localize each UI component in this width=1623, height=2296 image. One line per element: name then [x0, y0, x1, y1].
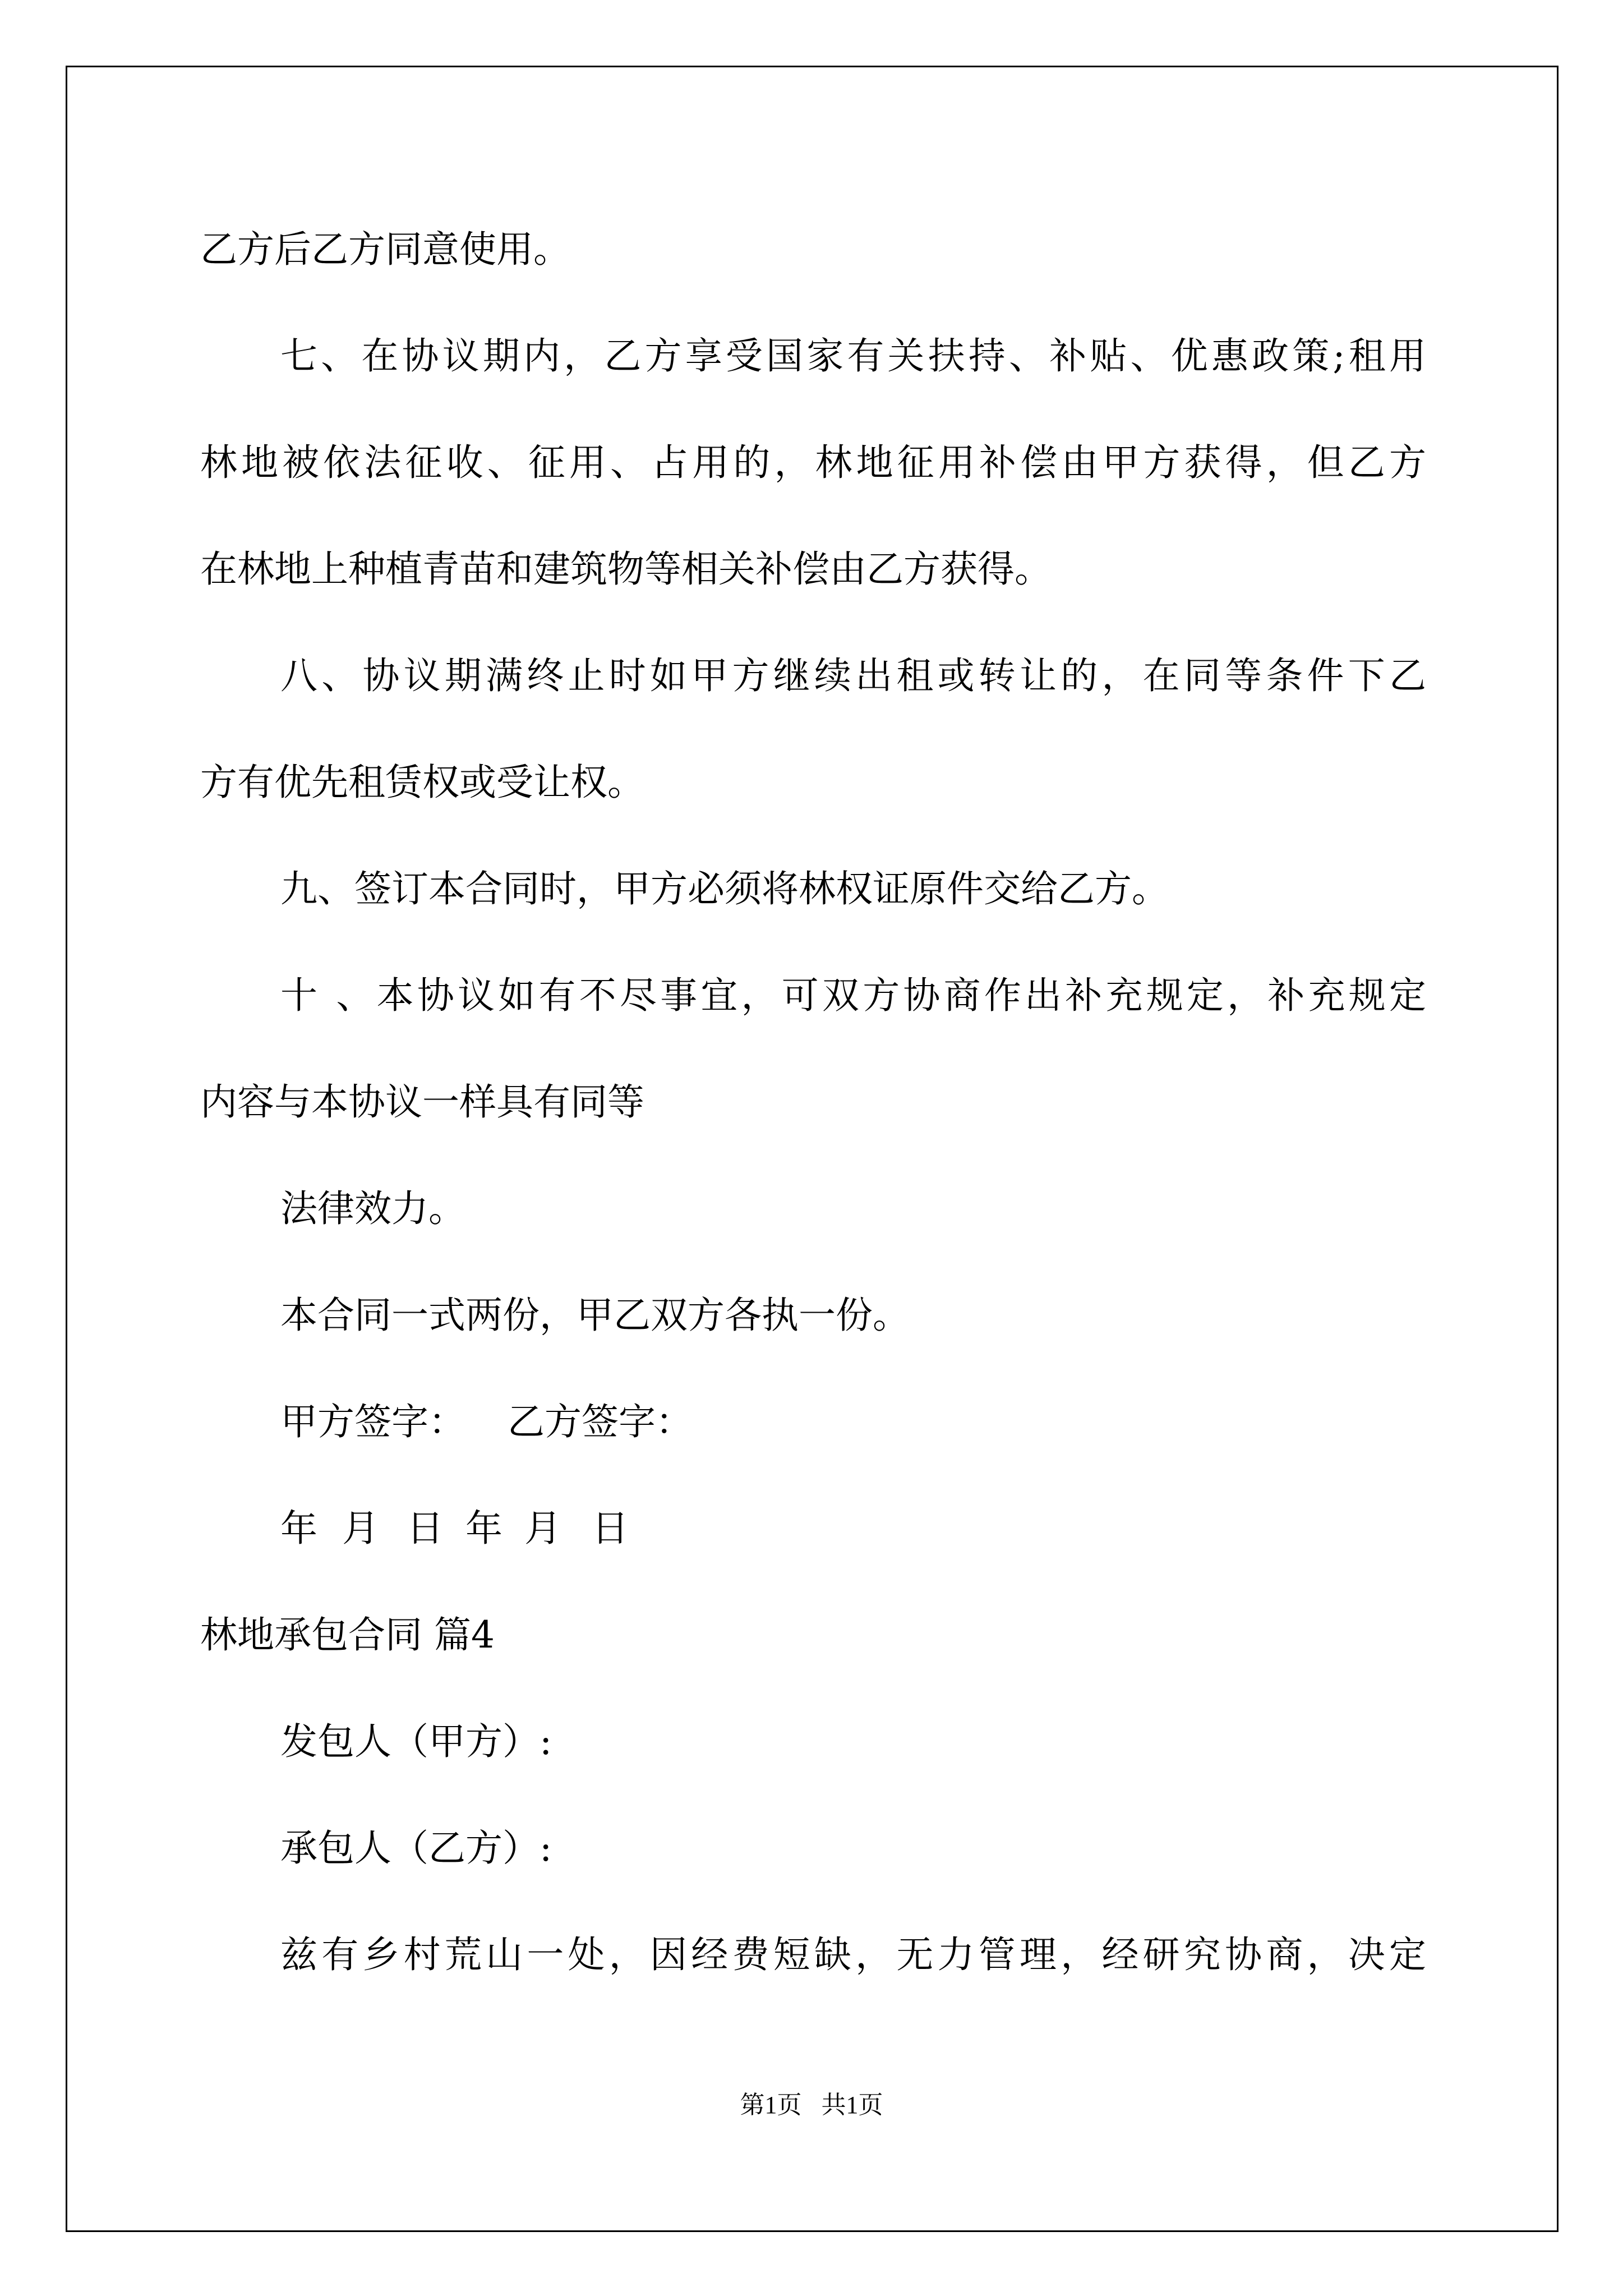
clause-ten-line: 内容与本协议一样具有同等	[200, 1080, 644, 1124]
contractor-holder-line: 承包人（乙方）:	[280, 1826, 552, 1870]
date-day-a: 日	[407, 1507, 444, 1550]
date-month-a: 月	[342, 1507, 379, 1550]
clause-nine-line: 九、签订本合同时，甲方必须将林权证原件交给乙方。	[280, 867, 1169, 910]
page-total: 共1页	[821, 2091, 883, 2119]
clause-eight-line: 八、协议期满终止时如甲方继续出租或转让的，在同等条件下乙	[280, 654, 1426, 697]
section-title: 林地承包合同 篇4	[200, 1613, 495, 1657]
contract-intro-line: 兹有乡村荒山一处，因经费短缺，无力管理，经研究协商，决定	[280, 1933, 1426, 1976]
clause-ten-line: 法律效力。	[280, 1187, 465, 1230]
date-year-a: 年	[280, 1507, 317, 1550]
party-a-signature-label: 甲方签字：	[280, 1400, 465, 1443]
page-footer	[0, 2090, 1623, 2121]
copies-line: 本合同一式两份，甲乙双方各执一份。	[280, 1294, 910, 1337]
clause-seven-line: 七、在协议期内，乙方享受国家有关扶持、补贴、优惠政策;租用	[280, 334, 1426, 378]
party-b-signature-label: 乙方签字：	[508, 1400, 693, 1443]
clause-eight-line: 方有优先租赁权或受让权。	[200, 761, 644, 804]
page-border	[66, 66, 1559, 2232]
date-month-b: 月	[524, 1507, 561, 1550]
date-year-b: 年	[465, 1507, 502, 1550]
clause-ten-line: 十 、本协议如有不尽事宜，可双方协商作出补充规定，补充规定	[280, 974, 1426, 1017]
page-number: 第1页	[740, 2091, 802, 2119]
clause-seven-line: 林地被依法征收、征用、占用的，林地征用补偿由甲方获得，但乙方	[200, 441, 1426, 484]
text-line: 乙方后乙方同意使用。	[200, 228, 570, 271]
contractor-issuer-line: 发包人（甲方）:	[280, 1720, 552, 1763]
date-day-b: 日	[592, 1507, 629, 1550]
clause-seven-line: 在林地上种植青苗和建筑物等相关补偿由乙方获得。	[200, 547, 1052, 591]
